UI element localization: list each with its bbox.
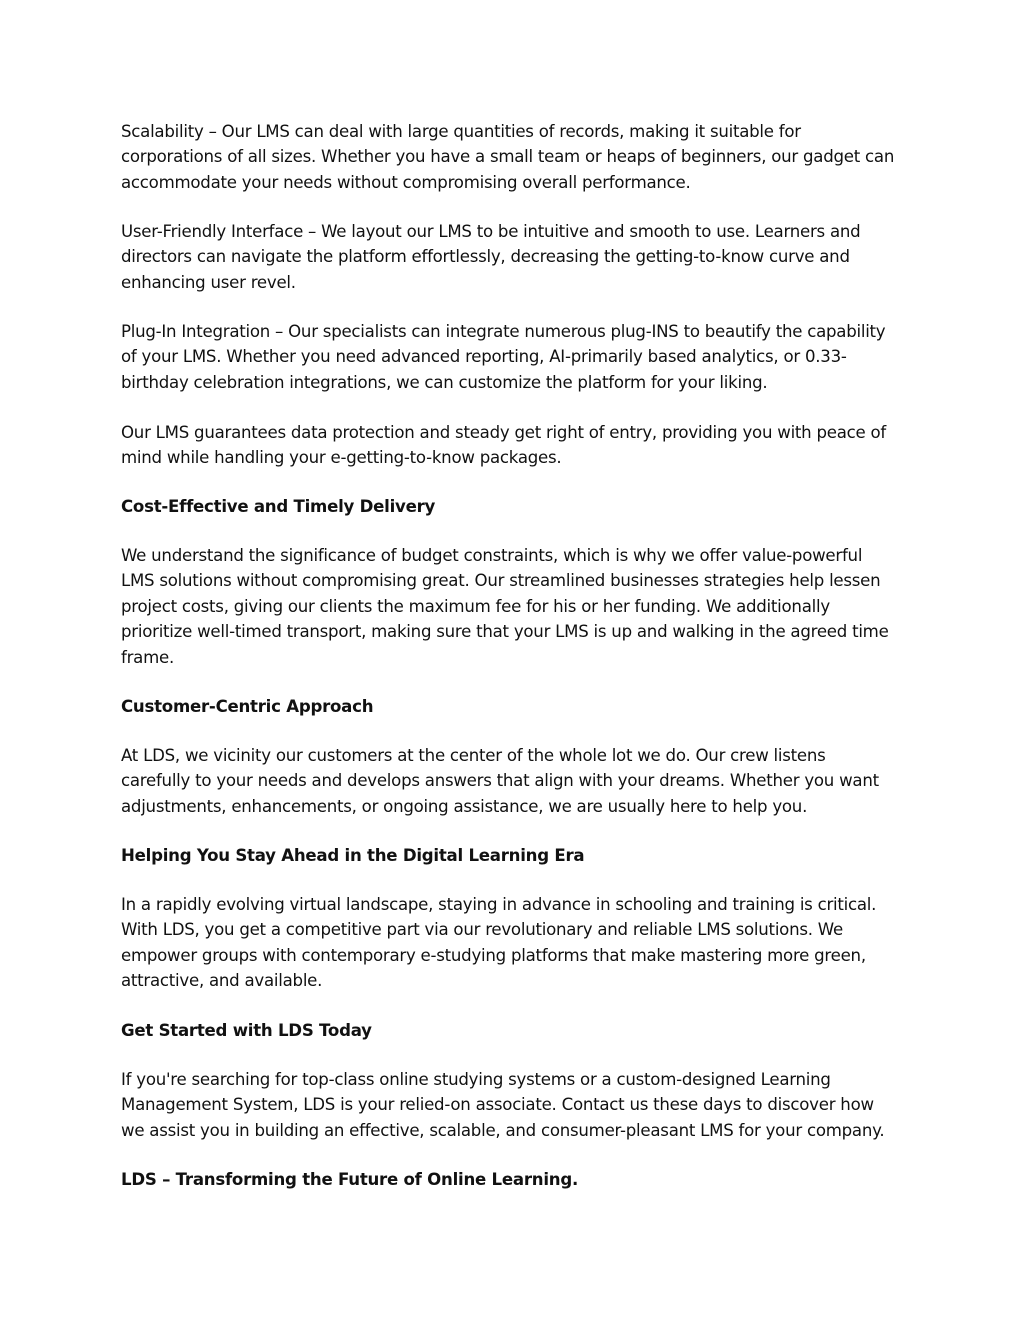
text-line: accommodate your needs without compromising overall performance.: [121, 172, 691, 192]
text-line: frame.: [121, 647, 174, 667]
text-line: At LDS, we vicinity our customers at the center of the whole lot we do. Our crew listens: [121, 746, 826, 765]
paragraph-virtual-landscape: [121, 892, 906, 994]
text-line: Scalability – Our LMS can deal with large quantities of records, making it suitable for: [121, 122, 801, 141]
paragraph-plug-in-integration: [121, 319, 906, 395]
heading-text: Get Started with LDS Today: [121, 1021, 372, 1040]
text-line: attractive, and available.: [121, 971, 323, 991]
text-line: of your LMS. Whether you need advanced reporting, AI-primarily based analytics, or 0.33-: [121, 347, 847, 367]
text-line: birthday celebration integrations, we can customize the platform for your liking.: [121, 372, 768, 392]
paragraph-contact: [121, 1067, 906, 1143]
text-line: Our LMS guarantees data protection and steady get right of entry, providing you with peace of: [121, 423, 886, 442]
paragraph-budget: [121, 543, 906, 670]
heading-cost-effective: [121, 494, 906, 519]
heading-lds-tagline: [121, 1167, 906, 1192]
paragraph-user-friendly-interface: [121, 219, 906, 295]
text-line: enhancing user revel.: [121, 272, 296, 292]
text-line: prioritize well-timed transport, making sure that your LMS is up and walking in the agreed time: [121, 622, 889, 642]
heading-text: Customer-Centric Approach: [121, 697, 374, 716]
heading-text: Cost-Effective and Timely Delivery: [121, 497, 436, 516]
text-line: User-Friendly Interface – We layout our LMS to be intuitive and smooth to use. Learners and: [121, 222, 861, 241]
text-line: carefully to your needs and develops answers that align with your dreams. Whether you want: [121, 771, 879, 791]
paragraph-data-protection: [121, 420, 906, 471]
text-line: directors can navigate the platform effortlessly, decreasing the getting-to-know curve and: [121, 247, 850, 267]
paragraph-scalability: [121, 119, 906, 195]
text-line: With LDS, you get a competitive part via our revolutionary and reliable LMS solutions. We: [121, 920, 843, 940]
text-line: project costs, giving our clients the maximum fee for his or her funding. We additionally: [121, 596, 830, 616]
heading-text: LDS – Transforming the Future of Online Learning.: [121, 1170, 579, 1189]
text-line: mind while handling your e-getting-to-know packages.: [121, 448, 562, 468]
heading-get-started: [121, 1018, 906, 1043]
text-line: Plug-In Integration – Our specialists can integrate numerous plug-INS to beautify the capability: [121, 322, 886, 341]
text-line: Management System, LDS is your relied-on associate. Contact us these days to discover how: [121, 1095, 874, 1115]
heading-text: Helping You Stay Ahead in the Digital Learning Era: [121, 846, 585, 865]
text-line: we assist you in building an effective, scalable, and consumer-pleasant LMS for your company.: [121, 1120, 885, 1140]
paragraph-customers: [121, 743, 906, 819]
text-line: corporations of all sizes. Whether you have a small team or heaps of beginners, our gadget can: [121, 147, 895, 167]
heading-customer-centric: [121, 694, 906, 719]
text-line: In a rapidly evolving virtual landscape, staying in advance in schooling and training is critical.: [121, 895, 877, 914]
text-line: adjustments, enhancements, or ongoing assistance, we are usually here to help you.: [121, 796, 808, 816]
text-line: We understand the significance of budget constraints, which is why we offer value-powerful: [121, 546, 863, 565]
text-line: empower groups with contemporary e-studying platforms that make mastering more green,: [121, 945, 866, 965]
text-line: LMS solutions without compromising great. Our streamlined businesses strategies help lessen: [121, 571, 881, 591]
heading-digital-learning-era: [121, 843, 906, 868]
text-line: If you're searching for top-class online studying systems or a custom-designed Learning: [121, 1070, 831, 1089]
